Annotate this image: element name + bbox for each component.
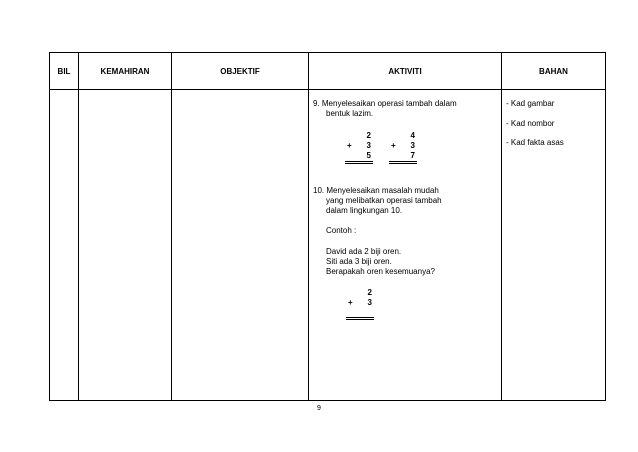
sum1-top: 2 <box>366 131 371 140</box>
item9-line2: bentuk lazim. <box>326 109 374 118</box>
item10-line3: dalam lingkungan 10. <box>326 206 403 215</box>
sum1-plus: + <box>347 141 352 150</box>
sum2-bottom: 3 <box>410 141 415 150</box>
lesson-table <box>49 52 606 401</box>
sum1-result: 5 <box>366 151 371 160</box>
aktiviti-cell <box>309 90 502 401</box>
sum3-top: 2 <box>367 288 372 297</box>
sum3-underline <box>346 317 374 320</box>
header-row <box>50 53 606 90</box>
header-bil: BIL <box>50 53 79 90</box>
item10-contoh: Contoh : <box>326 226 357 235</box>
header-kemahiran: KEMAHIRAN <box>79 53 172 90</box>
sum1-bottom: 3 <box>366 141 371 150</box>
kemahiran-cell <box>79 90 172 401</box>
sum2-top: 4 <box>410 131 415 140</box>
bahan-item-3: - Kad fakta asas <box>506 138 564 147</box>
item10-story3: Berapakah oren kesemuanya? <box>326 267 435 276</box>
header-bahan: BAHAN <box>502 53 606 90</box>
bahan-item-2: - Kad nombor <box>506 119 555 128</box>
header-objektif: OBJEKTIF <box>172 53 309 90</box>
header-aktiviti: AKTIVITI <box>309 53 502 90</box>
page-number: 9 <box>317 405 321 412</box>
bahan-item-1: - Kad gambar <box>506 99 555 108</box>
sum3-plus: + <box>348 298 353 307</box>
item10-line2: yang melibatkan operasi tambah <box>326 196 442 205</box>
sum1-underline <box>345 161 373 164</box>
sum2-underline <box>389 161 417 164</box>
bil-cell <box>50 90 79 401</box>
item10-line1: 10. Menyelesaikan masalah mudah <box>313 186 439 195</box>
objektif-cell <box>172 90 309 401</box>
item9-line1: 9. Menyelesaikan operasi tambah dalam <box>313 99 457 108</box>
sum3-bottom: 3 <box>367 298 372 307</box>
sum2-result: 7 <box>410 151 415 160</box>
body-row <box>50 90 606 401</box>
item10-story2: Siti ada 3 biji oren. <box>326 257 392 266</box>
bahan-cell <box>502 90 606 401</box>
item10-story1: David ada 2 biji oren. <box>326 247 402 256</box>
sum2-plus: + <box>391 141 396 150</box>
